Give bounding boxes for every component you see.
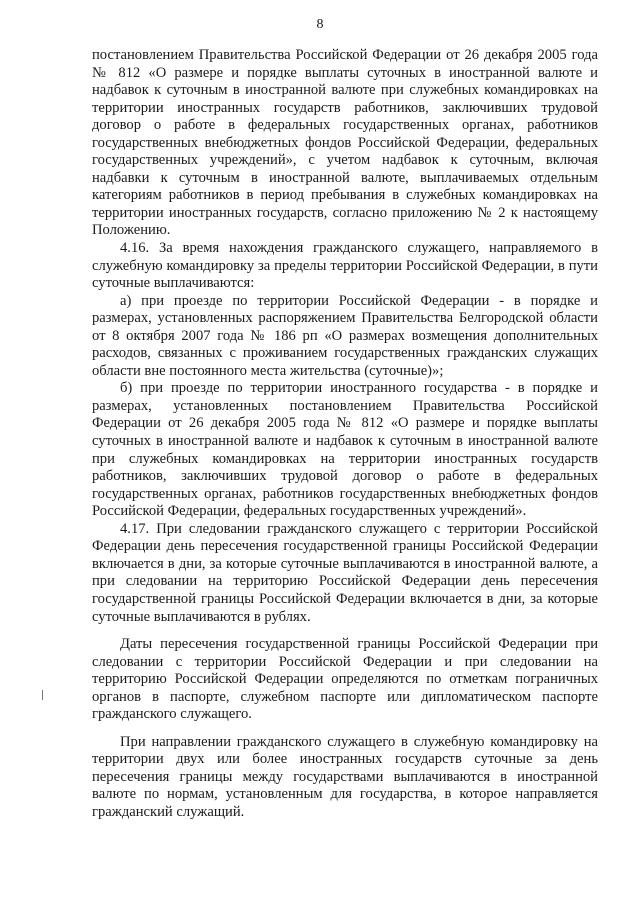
paragraph-4-16: 4.16. За время нахождения гражданского служащего, направляемого в служебную командировку за пределы территории Российской Федерации, в пути суточные выплачиваются: [92, 240, 598, 292]
paragraph-multiple-states: При направлении гражданского служащего в служебную командировку на территории двух или более иностранных государств суточные за день пересечения границы между государствами выплачиваются в иностранной валюте по нормам, установленным для государства, в которое направляется гражданский служащий. [92, 733, 598, 820]
paragraph-4-17: 4.17. При следовании гражданского служащего с территории Российской Федерации день пересечения государственной границы Российской Федерации включается в дни, за которые суточные выплачиваются в иностранной валюте, а при следовании на территорию Российской Федерации день пересечения государственной границы Российской Федерации включается в дни, за которые суточные выплачиваются в рублях. [92, 520, 598, 625]
page-number: 8 [316, 17, 324, 32]
paragraph-4-16-a: а) при проезде по территории Российской Федерации - в порядке и размерах, установленных распоряжением Правительства Белгородской области от 8 октября 2007 года № 186 рп «О размерах возмещения дополнительных расходов, связанных с проживанием государственных гражданских служащих области вне постоянного места жительства (суточные)»; [92, 292, 598, 379]
document-body [92, 47, 598, 822]
paragraph-4-16-b: б) при проезде по территории иностранного государства - в порядке и размерах, установленных постановлением Правительства Российской Федерации от 26 декабря 2005 года № 812 «О размере и порядке выплаты суточных в иностранной валюте и надбавок к суточным в иностранной валюте при служебных командировках на территории иностранных государств работников, заключивших трудовой договор о работе в федеральных государственных органах, работников государственных внебюджетных фондов Российской Федерации, федеральных государственных учреждений». [92, 380, 598, 520]
paragraph-border-dates: Даты пересечения государственной границы Российской Федерации при следовании с территории Российской Федерации и при следовании на территорию Российской Федерации определяются по отметкам пограничных органов в паспорте, служебном паспорте или дипломатическом паспорте гражданского служащего. [92, 636, 598, 723]
margin-mark [42, 690, 43, 700]
paragraph-continuation: постановлением Правительства Российской Федерации от 26 декабря 2005 года № 812 «О размере и порядке выплаты суточных в иностранной валюте и надбавок к суточным в иностранной валюте при служебных командировках на территории иностранных государств работников, заключивших трудовой договор о работе в федеральных государственных органах, работников государственных внебюджетных фондов Российской Федерации, федеральных государственных учреждений», с учетом надбавок к суточным, включая надбавки к суточным в иностранной валюте, выплачиваемых отдельным категориям работников в период пребывания в служебных командировках на территории иностранных государств, согласно приложению № 2 к настоящему Положению. [92, 47, 598, 239]
